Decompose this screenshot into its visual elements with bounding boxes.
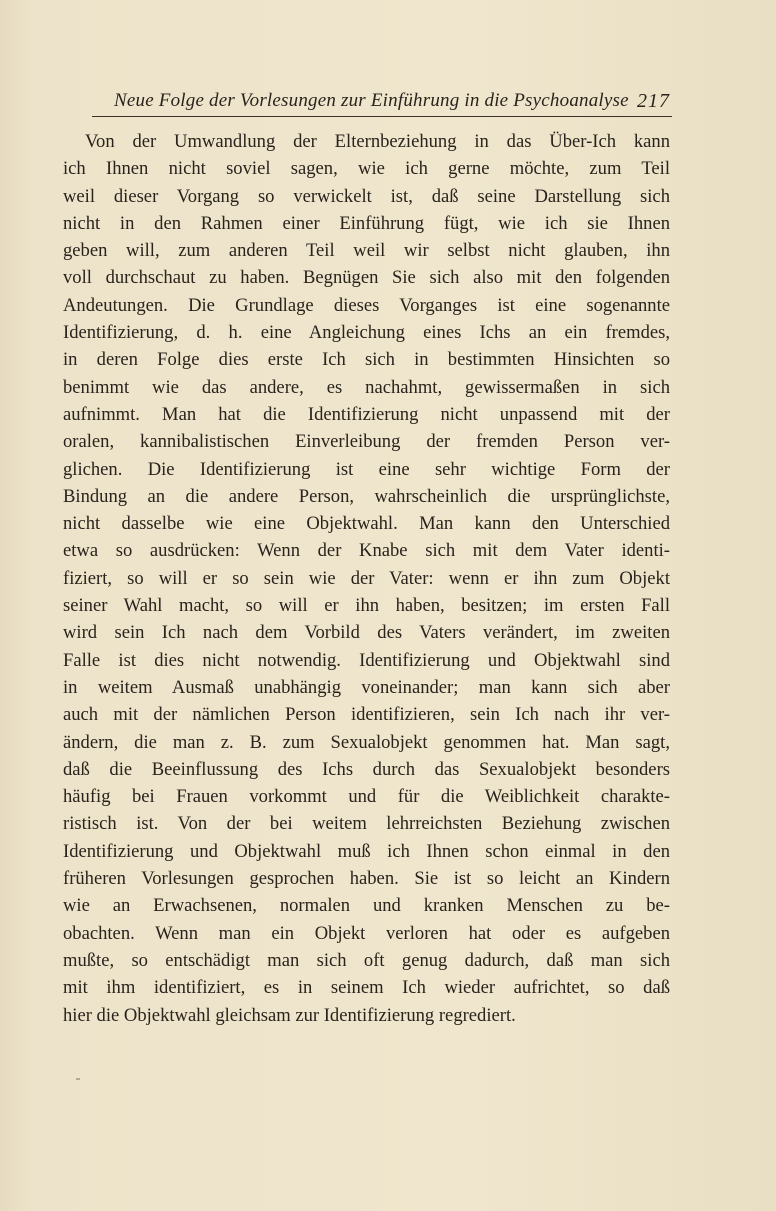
text-line: fiziert, so will er so sein wie der Vater: wenn er ihn zum Objekt (63, 567, 670, 589)
text-line: oralen, kannibalistischen Einverleibung der fremden Person ver- (63, 431, 670, 453)
text-line-last: hier die Objektwahl gleichsam zur Identifizierung regrediert. (63, 1004, 516, 1026)
text-line: ich Ihnen nicht soviel sagen, wie ich gerne möchte, zum Teil (63, 158, 670, 180)
running-head (92, 90, 670, 114)
text-line: Bindung an die andere Person, wahrscheinlich die ursprünglichste, (63, 485, 670, 507)
text-line: weil dieser Vorgang so verwickelt ist, daß seine Darstellung sich (63, 185, 670, 207)
text-line: nicht dasselbe wie eine Objektwahl. Man kann den Unterschied (63, 513, 670, 535)
header-rule (92, 116, 672, 117)
text-line: auch mit der nämlichen Person identifizieren, sein Ich nach ihr ver- (63, 704, 670, 726)
text-line: aufnimmt. Man hat die Identifizierung nicht unpassend mit der (63, 403, 670, 425)
text-line: seiner Wahl macht, so will er ihn haben, besitzen; im ersten Fall (63, 595, 670, 617)
text-line: daß die Beeinflussung des Ichs durch das Sexualobjekt besonders (63, 758, 670, 780)
text-line: Identifizierung, d. h. eine Angleichung eines Ichs an ein fremdes, (63, 322, 670, 344)
text-line: glichen. Die Identifizierung ist eine sehr wichtige Form der (63, 458, 670, 480)
text-line: wie an Erwachsenen, normalen und kranken Menschen zu be- (63, 895, 670, 917)
text-line: in deren Folge dies erste Ich sich in bestimmten Hinsichten so (63, 349, 670, 371)
text-line: mit ihm identifiziert, es in seinem Ich wieder aufrichtet, so daß (63, 977, 670, 999)
text-line: häufig bei Frauen vorkommt und für die Weiblichkeit charakte- (63, 786, 670, 808)
text-line: mußte, so entschädigt man sich oft genug dadurch, daß man sich (63, 949, 670, 971)
text-line: Identifizierung und Objektwahl muß ich Ihnen schon einmal in den (63, 840, 670, 862)
text-line: nicht in den Rahmen einer Einführung fügt, wie ich sie Ihnen (63, 212, 670, 234)
text-line: obachten. Wenn man ein Objekt verloren hat oder es aufgeben (63, 922, 670, 944)
text-line: in weitem Ausmaß unabhängig voneinander; man kann sich aber (63, 676, 670, 698)
text-line: voll durchschaut zu haben. Begnügen Sie sich also mit den folgenden (63, 267, 670, 289)
text-line: ristisch ist. Von der bei weitem lehrreichsten Beziehung zwischen (63, 813, 670, 835)
text-line: etwa so ausdrücken: Wenn der Knabe sich mit dem Vater identi- (63, 540, 670, 562)
text-line: Von der Umwandlung der Elternbeziehung in das Über-Ich kann (85, 131, 670, 152)
text-line: wird sein Ich nach dem Vorbild des Vaters verändert, im zweiten (63, 622, 670, 644)
text-line: benimmt wie das andere, es nachahmt, gewissermaßen in sich (63, 376, 670, 398)
body-paragraph (63, 128, 670, 1029)
paper-speck (76, 1078, 80, 1080)
text-line: Falle ist dies nicht notwendig. Identifizierung und Objektwahl sind (63, 649, 670, 671)
text-line: früheren Vorlesungen gesprochen haben. Sie ist so leicht an Kindern (63, 868, 670, 890)
text-line: Andeutungen. Die Grundlage dieses Vorganges ist eine sogenannte (63, 294, 670, 316)
running-head-title: Neue Folge der Vorlesungen zur Einführung in die Psychoanalyse (114, 90, 629, 111)
text-line: ändern, die man z. B. zum Sexualobjekt genommen hat. Man sagt, (63, 731, 670, 753)
text-line: geben will, zum anderen Teil weil wir selbst nicht glauben, ihn (63, 240, 670, 262)
page-number: 217 (637, 90, 670, 112)
